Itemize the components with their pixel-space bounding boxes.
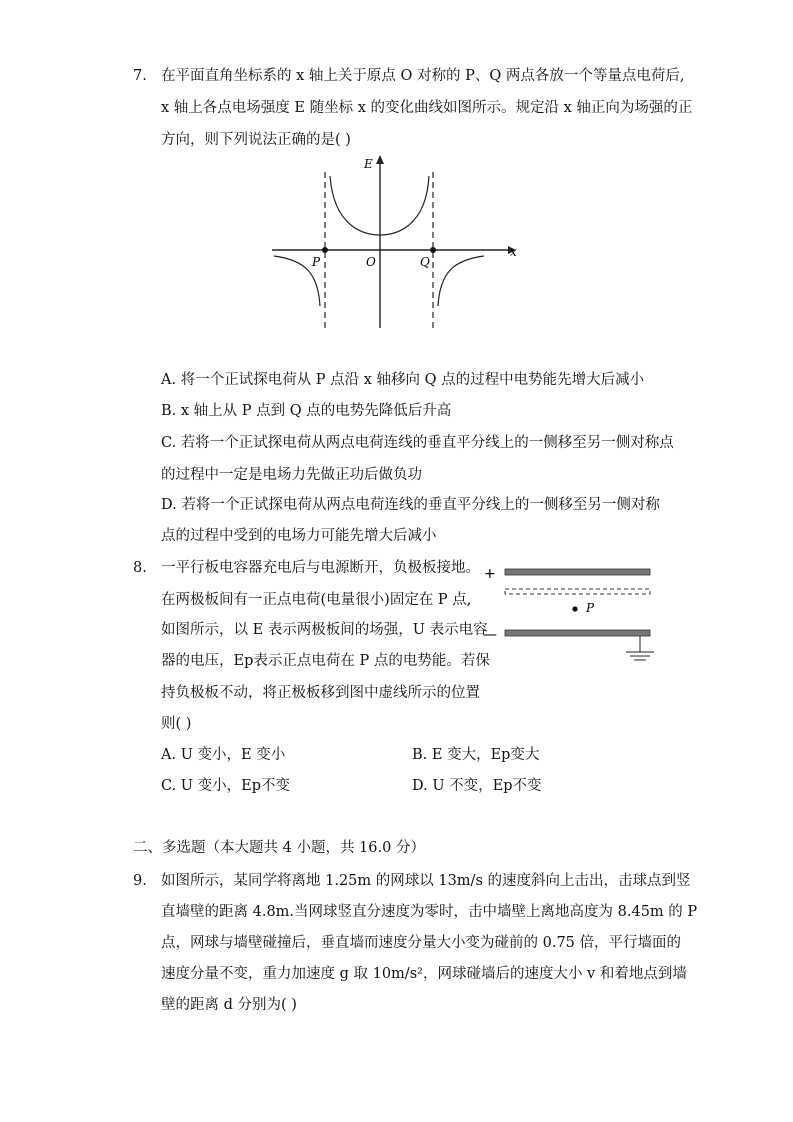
q7-option-a: A. 将一个正试探电荷从 P 点沿 x 轴移向 Q 点的过程中电势能先增大后减小 [161,372,645,388]
ground-symbol [626,636,654,660]
label-e: E [364,157,373,171]
q7-option-c-line-1: C. 若将一个正试探电荷从两点电荷连线的垂直平分线上的一侧移至另一侧对称点 [161,435,674,451]
negative-plate [505,630,650,636]
q9-stem-line-5: 壁的距离 d 分别为( ) [161,997,297,1013]
e-axis-arrow [376,155,384,164]
q7-number: 7. [133,68,147,84]
q8-option-b: B. E 变大，Ep变大 [412,747,540,763]
label-q: Q [420,255,430,269]
positive-plate [505,569,650,575]
point-p-charge [572,606,577,611]
label-p-capacitor: P [586,601,595,615]
label-p: P [312,255,321,269]
point-p [322,247,328,253]
q8-stem-line-5: 持负极板不动，将正极板移到图中虚线所示的位置 [161,685,480,701]
plus-sign: + [484,566,496,582]
dashed-plate-position [505,589,650,594]
label-o: O [366,255,376,269]
right-curve [438,256,484,306]
minus-sign: — [483,627,497,643]
q9-stem-line-3: 点，网球与墙壁碰撞后，垂直墙而速度分量大小变为碰前的 0.75 倍，平行墙面的 [161,935,682,951]
q8-option-a: A. U 变小，E 变小 [161,747,286,763]
q7-stem-line-2: x 轴上各点电场强度 E 随坐标 x 的变化曲线如图所示。规定沿 x 轴正向为场强的正 [161,100,693,116]
q9-number: 9. [133,873,147,889]
q8-option-d: D. U 不变，Ep不变 [412,778,542,794]
q9-stem-line-2: 直墙壁的距离 4.8m.当网球竖直分速度为零时，击中墙壁上离地高度为 8.45m 的 P [161,904,698,920]
q8-option-c: C. U 变小，Ep不变 [161,778,290,794]
q8-stem-line-1: 一平行板电容器充电后与电源断开，负极板接地。 [161,560,480,576]
q9-stem-line-4: 速度分量不变，重力加速度 g 取 10m/s²，网球碰墙后的速度大小 v 和着地点到墙 [161,966,687,982]
q7-field-graph [270,150,530,335]
q8-capacitor-figure [480,560,660,675]
q8-stem-line-3: 如图所示，以 E 表示两极板间的场强，U 表示电容 [161,622,488,638]
q7-stem-line-3: 方向，则下列说法正确的是( ) [161,132,351,148]
q7-option-b: B. x 轴上从 P 点到 Q 点的电势先降低后升高 [161,403,452,419]
q8-stem-line-6: 则( ) [161,716,192,732]
q7-option-d-line-2: 点的过程中受到的电场力可能先增大后减小 [161,528,437,544]
q8-stem-line-2: 在两极板间有一正点电荷(电量很小)固定在 P 点, [161,592,472,608]
q7-option-c-line-2: 的过程中一定是电场力先做正功后做负功 [161,467,422,483]
q9-stem-line-1: 如图所示，某同学将离地 1.25m 的网球以 13m/s 的速度斜向上击出，击球点到竖 [161,873,691,889]
q8-stem-line-4: 器的电压，Ep表示正点电荷在 P 点的电势能。若保 [161,653,490,669]
point-q [430,247,436,253]
section-title-multiple-choice: 二、多选题（本大题共 4 小题，共 16.0 分） [133,840,425,856]
q7-stem-line-1: 在平面直角坐标系的 x 轴上关于原点 O 对称的 P、Q 两点各放一个等量点电荷后, [161,68,685,84]
q8-number: 8. [133,560,147,576]
q7-option-d-line-1: D. 若将一个正试探电荷从两点电荷连线的垂直平分线上的一侧移至另一侧对称 [161,497,660,513]
label-x: x [510,245,517,259]
